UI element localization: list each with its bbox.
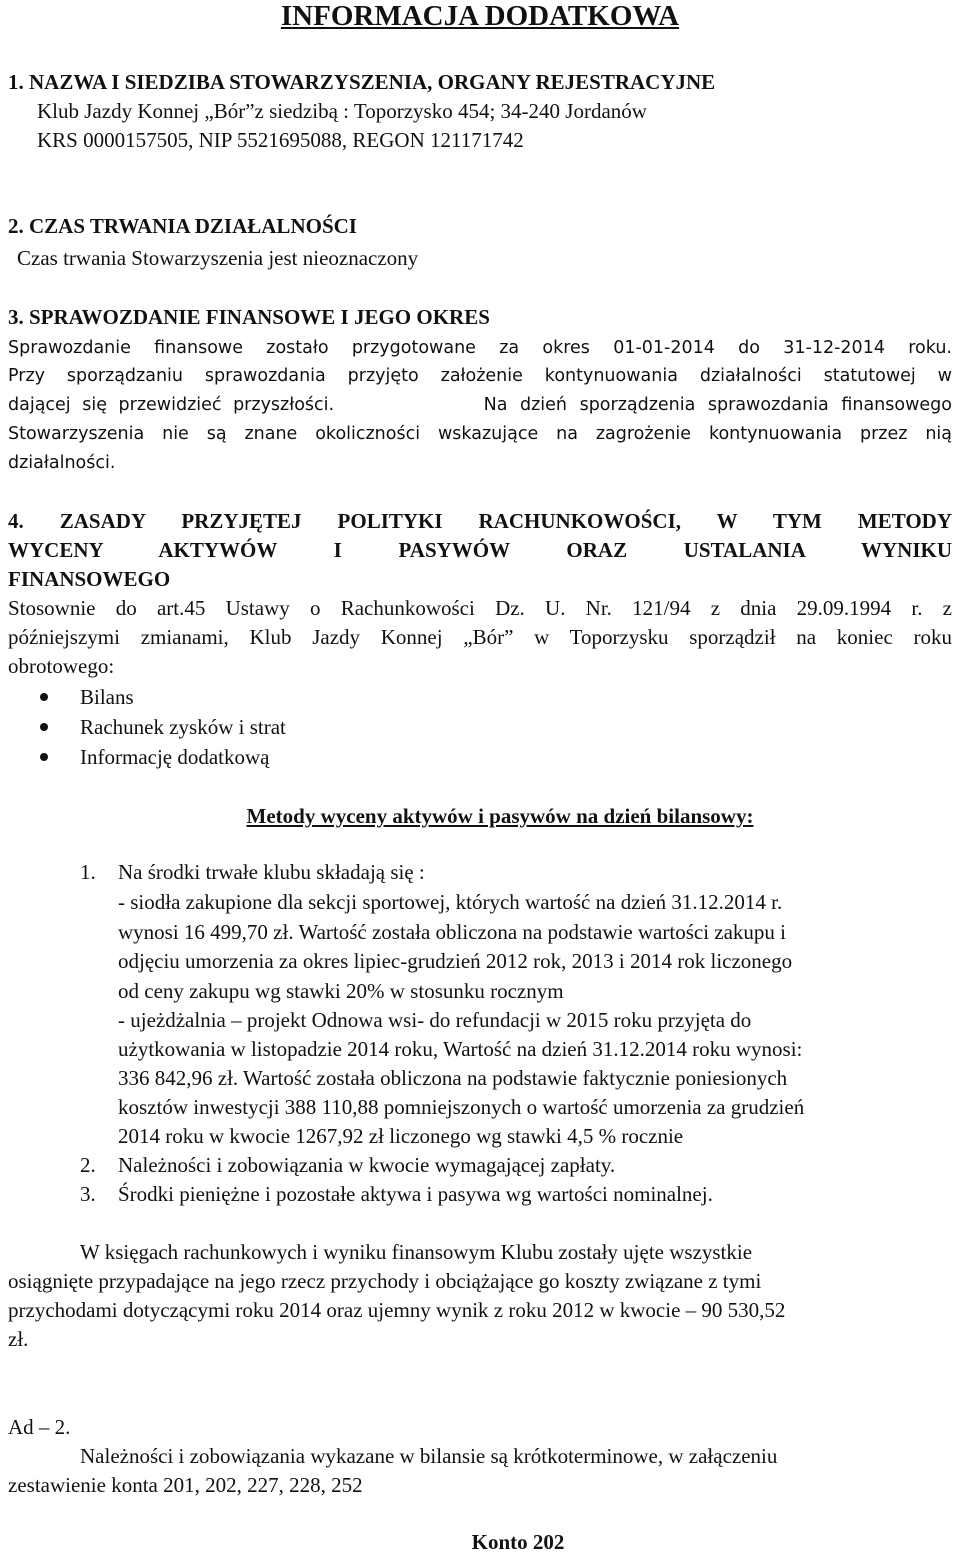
section-4-line: obrotowego: [8, 654, 115, 678]
ad2-line: zestawienie konta 201, 202, 227, 228, 252 [8, 1473, 363, 1497]
methods-line: odjęciu umorzenia za okres lipiec-grudzień 2012 rok, 2013 i 2014 rok liczonego [118, 949, 793, 973]
methods-line: 2014 roku w kwocie 1267,92 zł liczonego wg stawki 4,5 % rocznie [118, 1124, 684, 1148]
section-1-line: KRS 0000157505, NIP 5521695088, REGON 121171742 [37, 128, 524, 152]
section-1-line: Klub Jazdy Konnej „Bór”z siedzibą : Toporzysko 454; 34-240 Jordanów [37, 99, 647, 123]
summary-line: przychodami dotyczącymi roku 2014 oraz ujemny wynik z roku 2012 w kwocie – 90 530,52 [8, 1298, 786, 1322]
section-3-line-part: Na dzień sporządzenia sprawozdania finansowego [483, 395, 952, 415]
section-4-heading: 4. ZASADY PRZYJĘTEJ POLITYKI RACHUNKOWOŚCI, W TYM METODY [8, 509, 952, 533]
list-number: 1. [80, 860, 96, 884]
section-4-heading: FINANSOWEGO [8, 567, 171, 591]
section-3-heading: 3. SPRAWOZDANIE FINANSOWE I JEGO OKRES [8, 305, 490, 329]
ad2-heading: Ad – 2. [8, 1415, 71, 1439]
section-2-heading: 2. CZAS TRWANIA DZIAŁALNOŚCI [8, 214, 357, 238]
section-2-line: Czas trwania Stowarzyszenia jest nieoznaczony [17, 246, 419, 270]
summary-line: W księgach rachunkowych i wyniku finansowym Klubu zostały ujęte wszystkie [80, 1240, 753, 1264]
methods-line: Środki pieniężne i pozostałe aktywa i pasywa wg wartości nominalnej. [118, 1182, 713, 1206]
bullet-icon [40, 753, 48, 761]
methods-line: wynosi 16 499,70 zł. Wartość została obliczona na podstawie wartości zakupu i [118, 920, 787, 944]
page-title: INFORMACJA DODATKOWA [280, 0, 680, 32]
section-4-line: Stosownie do art.45 Ustawy o Rachunkowości Dz. U. Nr. 121/94 z dnia 29.09.1994 r. z [8, 596, 952, 620]
bullet-icon [40, 723, 48, 731]
methods-line: kosztów inwestycji 388 110,88 pomniejszonych o wartość umorzenia za grudzień [118, 1095, 805, 1119]
summary-line: osiągnięte przypadające na jego rzecz przychody i obciążające go koszty związane z tymi [8, 1269, 762, 1293]
section-3-line: Sprawozdanie finansowe zostało przygotowane za okres 01-01-2014 do 31-12-2014 roku. [8, 338, 952, 358]
methods-line: 336 842,96 zł. Wartość została obliczona na podstawie faktycznie poniesionych [118, 1066, 788, 1090]
summary-line: zł. [8, 1327, 29, 1351]
section-3-line: Przy sporządzaniu sprawozdania przyjęto założenie kontynuowania działalności statutowej w [8, 366, 952, 386]
section-3-line: działalności. [8, 453, 116, 473]
section-4-heading: WYCENY AKTYWÓW I PASYWÓW ORAZ USTALANIA WYNIKU [8, 538, 952, 562]
konto-heading: Konto 202 [471, 1530, 565, 1554]
list-item: Informację dodatkową [80, 745, 270, 769]
list-item: Rachunek zysków i strat [80, 715, 286, 739]
ad2-line: Należności i zobowiązania wykazane w bilansie są krótkoterminowe, w załączeniu [80, 1444, 778, 1468]
list-number: 3. [80, 1182, 96, 1206]
methods-line: Należności i zobowiązania w kwocie wymagającej zapłaty. [118, 1153, 616, 1177]
section-3-line-part: dającej się przewidzieć przyszłości. [8, 395, 335, 415]
bullet-icon [40, 693, 48, 701]
section-1-heading: 1. NAZWA I SIEDZIBA STOWARZYSZENIA, ORGANY REJESTRACYJNE [8, 70, 716, 94]
methods-line: użytkowania w listopadzie 2014 roku, Wartość na dzień 31.12.2014 roku wynosi: [118, 1037, 803, 1061]
methods-line: - siodła zakupione dla sekcji sportowej, których wartość na dzień 31.12.2014 r. [118, 890, 783, 914]
list-number: 2. [80, 1153, 96, 1177]
section-4-line: późniejszymi zmianami, Klub Jazdy Konnej „Bór” w Toporzysku sporządził na koniec roku [8, 625, 952, 649]
methods-heading: Metody wyceny aktywów i pasywów na dzień bilansowy: [246, 804, 754, 828]
methods-line: Na środki trwałe klubu składają się : [118, 860, 425, 884]
methods-line: - ujeżdżalnia – projekt Odnowa wsi- do refundacji w 2015 roku przyjęta do [118, 1008, 752, 1032]
methods-line: od ceny zakupu wg stawki 20% w stosunku rocznym [118, 979, 564, 1003]
section-3-line: Stowarzyszenia nie są znane okoliczności wskazujące na zagrożenie kontynuowania przez nią [8, 424, 952, 444]
section-3-line [8, 391, 952, 420]
list-item: Bilans [80, 685, 134, 709]
